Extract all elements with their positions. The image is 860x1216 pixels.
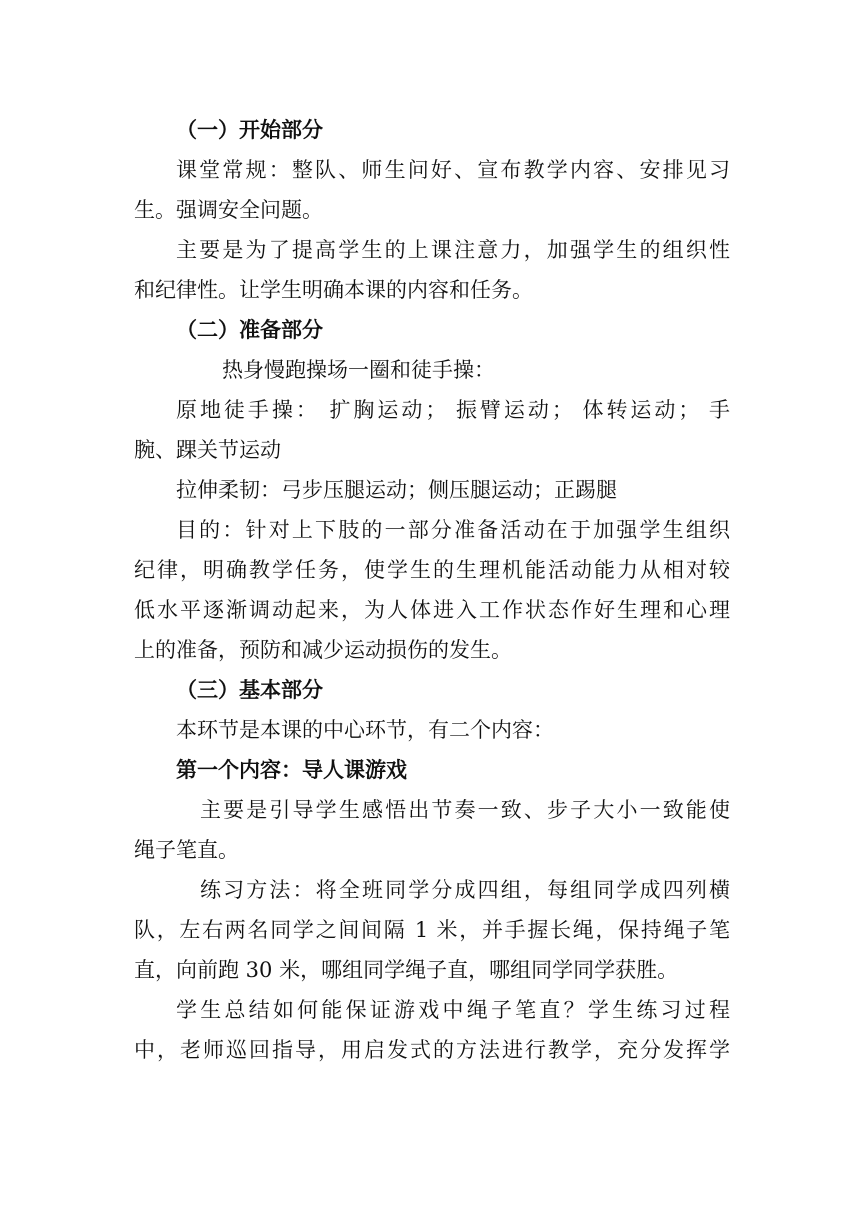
- paragraph-line: 热身慢跑操场一圈和徒手操：: [222, 358, 495, 382]
- paragraph-line: 课堂常规：整队、师生问好、宣布教学内容、安排见习: [176, 158, 730, 182]
- paragraph-line: 本环节是本课的中心环节，有二个内容：: [176, 718, 554, 742]
- paragraph-line: 低水平逐渐调动起来，为人体进入工作状态作好生理和心理: [134, 598, 730, 622]
- paragraph-line: 队，左右两名同学之间间隔 1 米，并手握长绳，保持绳子笔: [134, 918, 730, 942]
- paragraph-line: 绳子笔直。: [134, 838, 239, 862]
- section-heading-prepare: （二）准备部分: [176, 317, 323, 342]
- paragraph-line: 上的准备，预防和减少运动损伤的发生。: [134, 638, 512, 662]
- paragraph-line: 中，老师巡回指导，用启发式的方法进行教学，充分发挥学: [134, 1038, 730, 1062]
- paragraph-line: 腕、踝关节运动: [134, 438, 281, 462]
- subheading-first-content: 第一个内容：导人课游戏: [176, 757, 407, 782]
- paragraph-line: 直，向前跑 30 米，哪组同学绳子直，哪组同学同学获胜。: [134, 958, 679, 982]
- paragraph-line: 拉伸柔韧：弓步压腿运动；侧压腿运动；正踢腿: [176, 478, 617, 502]
- paragraph-line: 生。强调安全问题。: [134, 198, 323, 222]
- paragraph-line: 主要是引导学生感悟出节奏一致、步子大小一致能使: [200, 798, 730, 822]
- paragraph-line: 学生总结如何能保证游戏中绳子笔直？学生练习过程: [176, 998, 730, 1022]
- paragraph-line: 原地徒手操： 扩胸运动； 振臂运动； 体转运动； 手: [176, 398, 730, 422]
- paragraph-line: 练习方法：将全班同学分成四组，每组同学成四列横: [200, 878, 730, 902]
- paragraph-line: 和纪律性。让学生明确本课的内容和任务。: [134, 278, 533, 302]
- section-heading-basic: （三）基本部分: [176, 677, 323, 702]
- paragraph-line: 纪律，明确教学任务，使学生的生理机能活动能力从相对较: [134, 558, 730, 582]
- paragraph-line: 主要是为了提高学生的上课注意力，加强学生的组织性: [176, 238, 730, 262]
- paragraph-line: 目的：针对上下肢的一部分准备活动在于加强学生组织: [176, 518, 730, 542]
- section-heading-start: （一）开始部分: [176, 117, 323, 142]
